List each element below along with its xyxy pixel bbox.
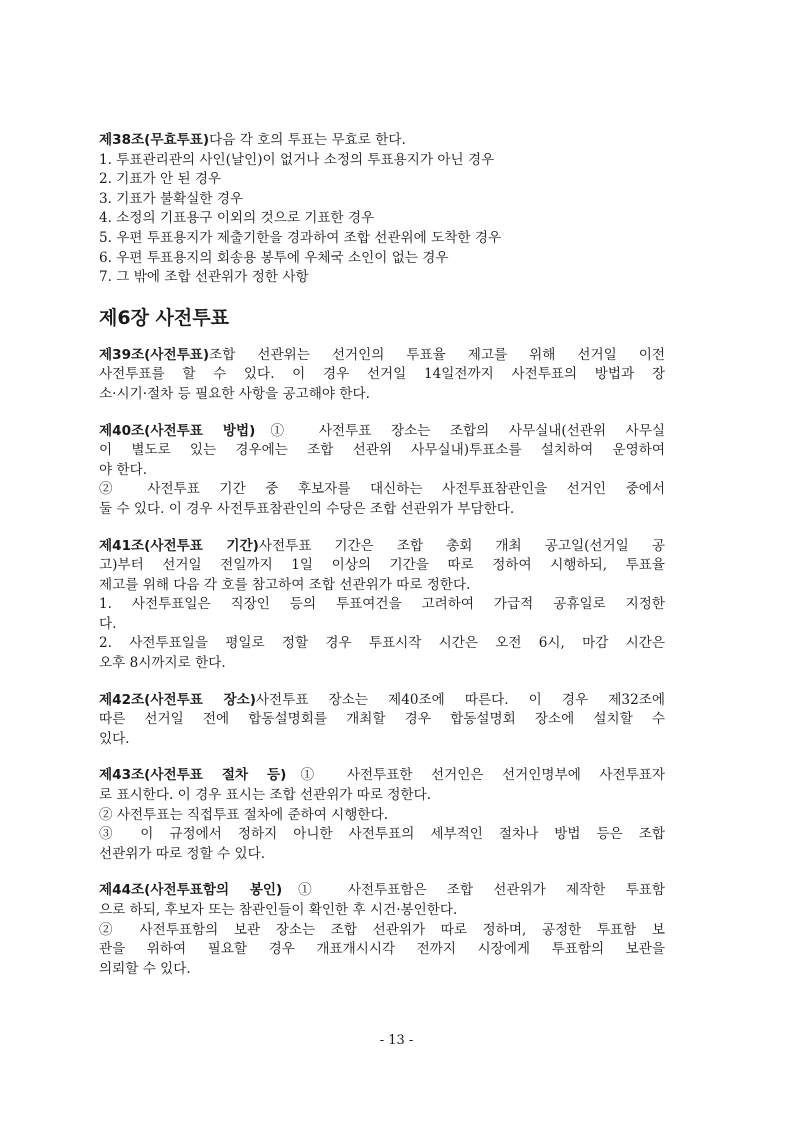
article-41-line-6: 2. 사전투표일을 평일로 정할 경우 투표시작 시간은 오전 6시, 마감 시간은 [99, 635, 665, 652]
chapter-heading: 제6장 사전투표 [99, 306, 229, 329]
article-43 [99, 766, 665, 864]
article-42 [99, 691, 665, 750]
article-43-line-2: 로 표시한다. 이 경우 표시는 조합 선관위가 따로 정한다. [99, 787, 432, 804]
article-38 [99, 131, 665, 288]
article-39-title: 제39조(사전투표) [99, 346, 210, 363]
article-43-line-5: 선관위가 따로 정할 수 있다. [99, 845, 266, 862]
article-41-line-2: 고)부터 선거일 전일까지 1일 이상의 기간을 따로 정하여 시행하되, 투표율 [99, 557, 665, 574]
article-39-line-1: 제39조(사전투표)조합 선관위는 선거인의 투표율 제고를 위해 선거일 이전 [99, 346, 665, 363]
article-44-line-3: ② 사전투표함의 보관 장소는 조합 선관위가 따로 정하며, 공정한 투표함 보 [99, 921, 665, 938]
article-40 [99, 422, 665, 520]
article-38-line-1: 제38조(무효투표)다음 각 호의 투표는 무효로 한다. [99, 132, 406, 148]
article-42-line-2: 따른 선거일 전에 합동설명회를 개최할 경우 합동설명회 장소에 설치할 수 [99, 711, 665, 728]
article-41-title: 제41조(사전투표 기간) [99, 537, 259, 554]
article-42-line-3: 있다. [99, 730, 130, 747]
article-44-title: 제44조(사전투표함의 봉인) [99, 882, 283, 899]
article-41-line-3: 제고를 위해 다음 각 호를 참고하여 조합 선관위가 따로 정한다. [99, 576, 471, 593]
article-43-line-1: 제43조(사전투표 절차 등)① 사전투표한 선거인은 선거인명부에 사전투표자 [99, 767, 665, 784]
article-40-title: 제40조(사전투표 방법) [99, 422, 256, 439]
article-41-line-4: 1. 사전투표일은 직장인 등의 투표여건을 고려하여 가급적 공휴일로 지정한 [99, 596, 665, 613]
article-41 [99, 537, 665, 674]
article-44-line-1: 제44조(사전투표함의 봉인)① 사전투표함은 조합 선관위가 제작한 투표함 [99, 882, 665, 899]
article-42-line-1: 제42조(사전투표 장소)사전투표 장소는 제40조에 따른다. 이 경우 제32조에 [99, 691, 665, 708]
article-41-line-7: 오후 8시까지로 한다. [99, 655, 226, 672]
article-40-line-3: 야 한다. [99, 461, 148, 478]
article-40-line-4: ② 사전투표 기간 중 후보자를 대신하는 사전투표참관인을 선거인 중에서 [99, 481, 665, 498]
article-44-line-2: 으로 하되, 후보자 또는 참관인들이 확인한 후 시건·봉인한다. [99, 902, 458, 918]
article-42-title: 제42조(사전투표 장소) [99, 691, 256, 708]
article-40-line-2: 이 별도로 있는 경우에는 조합 선관위 사무실내)투표소를 설치하여 운영하여 [99, 442, 665, 459]
article-39-line-3: 소·시기·절차 등 필요한 사항을 공고해야 한다. [99, 385, 370, 402]
article-38-item-2: 2. 기표가 안 된 경우 [99, 171, 222, 188]
document-body [99, 131, 665, 996]
article-44 [99, 881, 665, 979]
article-38-item-7: 7. 그 밖에 조합 선관위가 정한 사항 [99, 269, 309, 286]
article-41-line-5: 다. [99, 615, 117, 632]
article-40-line-5: 둘 수 있다. 이 경우 사전투표참관인의 수당은 조합 선관위가 부담한다. [99, 500, 515, 517]
article-40-line-1: 제40조(사전투표 방법)① 사전투표 장소는 조합의 사무실내(선관위 사무실 [99, 422, 665, 439]
article-38-item-3: 3. 기표가 불확실한 경우 [99, 190, 244, 207]
article-38-item-6: 6. 우편 투표용지의 회송용 봉투에 우체국 소인이 없는 경우 [99, 249, 449, 266]
article-41-line-1: 제41조(사전투표 기간)사전투표 기간은 조합 총회 개최 공고일(선거일 공 [99, 537, 665, 554]
article-43-title: 제43조(사전투표 절차 등) [99, 767, 287, 784]
article-44-line-4: 관을 위하여 필요할 경우 개표개시시각 전까지 시장에게 투표함의 보관을 [99, 941, 665, 958]
article-43-line-3: ② 사전투표는 직접투표 절차에 준하여 시행한다. [99, 806, 389, 823]
article-38-item-4: 4. 소정의 기표용구 이외의 것으로 기표한 경우 [99, 210, 375, 227]
article-38-title: 제38조(무효투표) [99, 132, 210, 148]
article-38-item-5: 5. 우편 투표용지가 제출기한을 경과하여 조합 선관위에 도착한 경우 [99, 229, 502, 246]
article-44-line-5: 의뢰할 수 있다. [99, 960, 191, 977]
article-39 [99, 346, 665, 405]
article-38-item-1: 1. 투표관리관의 사인(날인)이 없거나 소정의 투표용지가 아닌 경우 [99, 151, 495, 168]
article-39-line-2: 사전투표를 할 수 있다. 이 경우 선거일 14일전까지 사전투표의 방법과 장 [99, 366, 665, 383]
article-43-line-4: ③ 이 규정에서 정하지 아니한 사전투표의 세부적인 절차나 방법 등은 조합 [99, 826, 665, 843]
page-number: - 13 - [379, 1033, 414, 1048]
